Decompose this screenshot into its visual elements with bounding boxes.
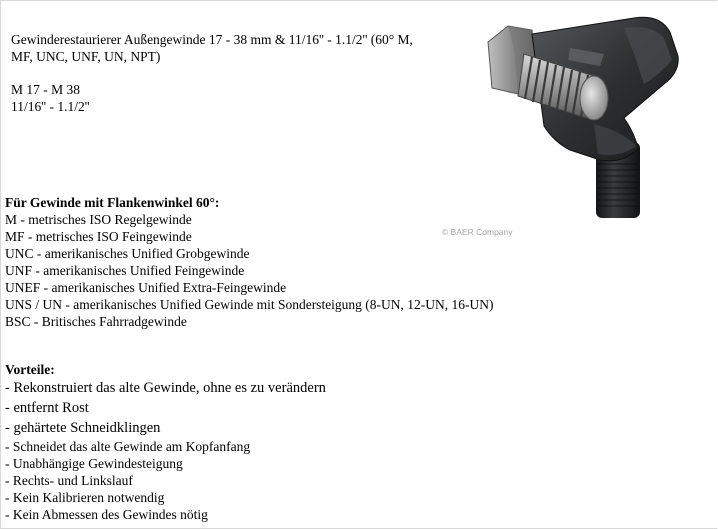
list-item: - Rechts- und Linkslauf bbox=[5, 473, 133, 488]
list-item: - entfernt Rost bbox=[5, 400, 89, 416]
metric-range: M 17 - M 38 bbox=[11, 82, 81, 97]
list-item: MF - metrisches ISO Feingewinde bbox=[5, 229, 192, 244]
advantages-heading: Vorteile: bbox=[5, 362, 55, 377]
list-item: - Schneidet das alte Gewinde am Kopfanfang bbox=[5, 439, 251, 454]
list-item: - Kein Kalibrieren notwendig bbox=[5, 490, 165, 505]
product-title-line-1: Gewinderestaurierer Außengewinde 17 - 38 mm & 11/16'' - 1.1/2'' (60° M, bbox=[11, 32, 413, 47]
product-title-line-2: MF, UNC, UNF, UN, NPT) bbox=[11, 49, 161, 64]
list-item: UNEF - amerikanisches Unified Extra-Feingewinde bbox=[5, 280, 287, 295]
inch-range: 11/16'' - 1.1/2'' bbox=[11, 99, 90, 114]
list-item: UNF - amerikanisches Unified Feingewinde bbox=[5, 263, 245, 278]
list-item: - gehärtete Schneidklingen bbox=[5, 420, 161, 436]
image-copyright: © BAER Company bbox=[442, 227, 513, 237]
list-item: M - metrisches ISO Regelgewinde bbox=[5, 212, 192, 227]
thread-restorer-tool-photo bbox=[474, 14, 714, 236]
list-item: UNS / UN - amerikanisches Unified Gewinde mit Sondersteigung (8-UN, 12-UN, 16-UN) bbox=[5, 297, 494, 312]
list-item: UNC - amerikanisches Unified Grobgewinde bbox=[5, 246, 250, 261]
product-intro bbox=[11, 31, 451, 115]
list-item: - Rekonstruiert das alte Gewinde, ohne es zu verändern bbox=[5, 380, 326, 396]
advantages-section bbox=[5, 361, 326, 523]
list-item: BSC - Britisches Fahrradgewinde bbox=[5, 314, 187, 329]
thread-types-section bbox=[5, 194, 494, 330]
thread-types-heading: Für Gewinde mit Flankenwinkel 60°: bbox=[5, 195, 220, 210]
list-item: - Kein Abmessen des Gewindes nötig bbox=[5, 507, 208, 522]
list-item: - Unabhängige Gewindesteigung bbox=[5, 456, 183, 471]
